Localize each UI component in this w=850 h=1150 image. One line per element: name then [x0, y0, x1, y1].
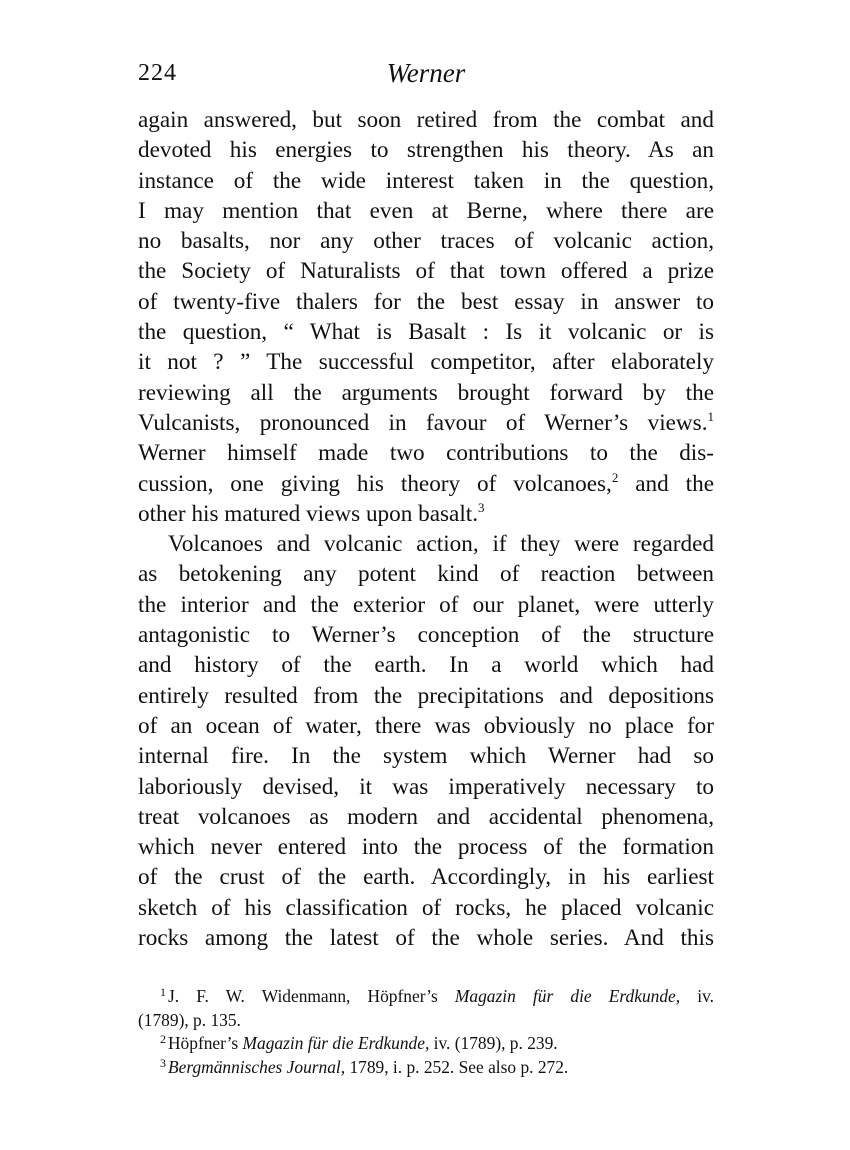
text-line: Volcanoes and volcanic action, if they were regarded: [168, 531, 714, 558]
text-line: it not ? ” The successful competitor, after elaborately: [138, 349, 714, 376]
line-text: other his matured views upon basalt.: [138, 500, 479, 527]
footnote-mark: 3: [160, 1055, 166, 1070]
footnote-1: [138, 985, 714, 1009]
text-line: [138, 408, 714, 438]
footnote-text: J. F. W. Widenmann, Höpfner’s: [168, 986, 455, 1006]
footnote-title: Magazin für die Erdkunde,: [242, 1033, 430, 1053]
line-text: Vulcanists, pronounced in favour of Werner’s views.: [138, 409, 708, 436]
footnote-2: [138, 1032, 714, 1056]
footnote-ref-3: 3: [478, 499, 485, 515]
body-text: [138, 105, 714, 953]
text-line: as betokening any potent kind of reaction between: [138, 561, 714, 588]
footnote-text: iv. (1789), p. 239.: [429, 1033, 558, 1053]
footnote-ref-1: 1: [707, 408, 714, 424]
text-line: of an ocean of water, there was obviously no place for: [138, 712, 714, 739]
running-title: Werner: [386, 58, 466, 88]
footnote-1-continued: (1789), p. 135.: [138, 1009, 241, 1030]
footnote-text: 1789, i. p. 252. See also p. 272.: [345, 1056, 569, 1077]
text-line: [138, 499, 714, 529]
footnote-3: [138, 1056, 714, 1080]
footnote-mark: 2: [160, 1032, 166, 1046]
footnote-title: Bergmännisches Journal,: [168, 1056, 346, 1077]
text-line: Werner himself made two contributions to the dis-: [138, 440, 714, 467]
text-line: no basalts, nor any other traces of volcanic action,: [138, 228, 714, 255]
text-line: antagonistic to Werner’s conception of the structure: [138, 622, 714, 649]
text-line: and history of the earth. In a world which had: [138, 652, 714, 679]
text-line: entirely resulted from the precipitations and depositions: [138, 682, 714, 709]
footnote-text: iv.: [680, 986, 715, 1006]
text-line: sketch of his classification of rocks, he placed volcanic: [138, 894, 714, 921]
text-line: treat volcanoes as modern and accidental phenomena,: [138, 803, 714, 830]
footnote-title: Magazin für die Erdkunde,: [454, 986, 681, 1006]
text-line: [138, 469, 714, 499]
text-line: laboriously devised, it was imperatively necessary to: [138, 773, 714, 800]
text-line: which never entered into the process of the formation: [138, 834, 714, 861]
footnote-text: Höpfner’s: [168, 1033, 243, 1053]
text-line: instance of the wide interest taken in the question,: [138, 167, 714, 194]
text-line: internal fire. In the system which Werner had so: [138, 743, 714, 770]
page-number: 224: [138, 60, 177, 86]
footnote-ref-2: 2: [611, 469, 619, 485]
text-line: of the crust of the earth. Accordingly, in his earliest: [138, 864, 714, 891]
text-line: the interior and the exterior of our planet, were utterly: [138, 591, 714, 618]
line-text: cussion, one giving his theory of volcanoes,: [138, 470, 612, 497]
text-line: devoted his energies to strengthen his theory. As an: [138, 137, 714, 164]
text-line: I may mention that even at Berne, where there are: [138, 197, 714, 224]
running-head: [138, 58, 714, 92]
text-line: of twenty-five thalers for the best essay in answer to: [138, 288, 714, 315]
footnotes: [138, 985, 714, 1079]
text-line: rocks among the latest of the whole series. And this: [138, 925, 714, 952]
text-line: reviewing all the arguments brought forward by the: [138, 379, 714, 406]
footnote-mark: 1: [160, 985, 166, 999]
text-line: again answered, but soon retired from the combat and: [138, 107, 714, 133]
text-line: the question, “ What is Basalt : Is it volcanic or is: [138, 319, 714, 346]
line-text: and the: [618, 470, 714, 497]
text-line: the Society of Naturalists of that town offered a prize: [138, 258, 714, 285]
